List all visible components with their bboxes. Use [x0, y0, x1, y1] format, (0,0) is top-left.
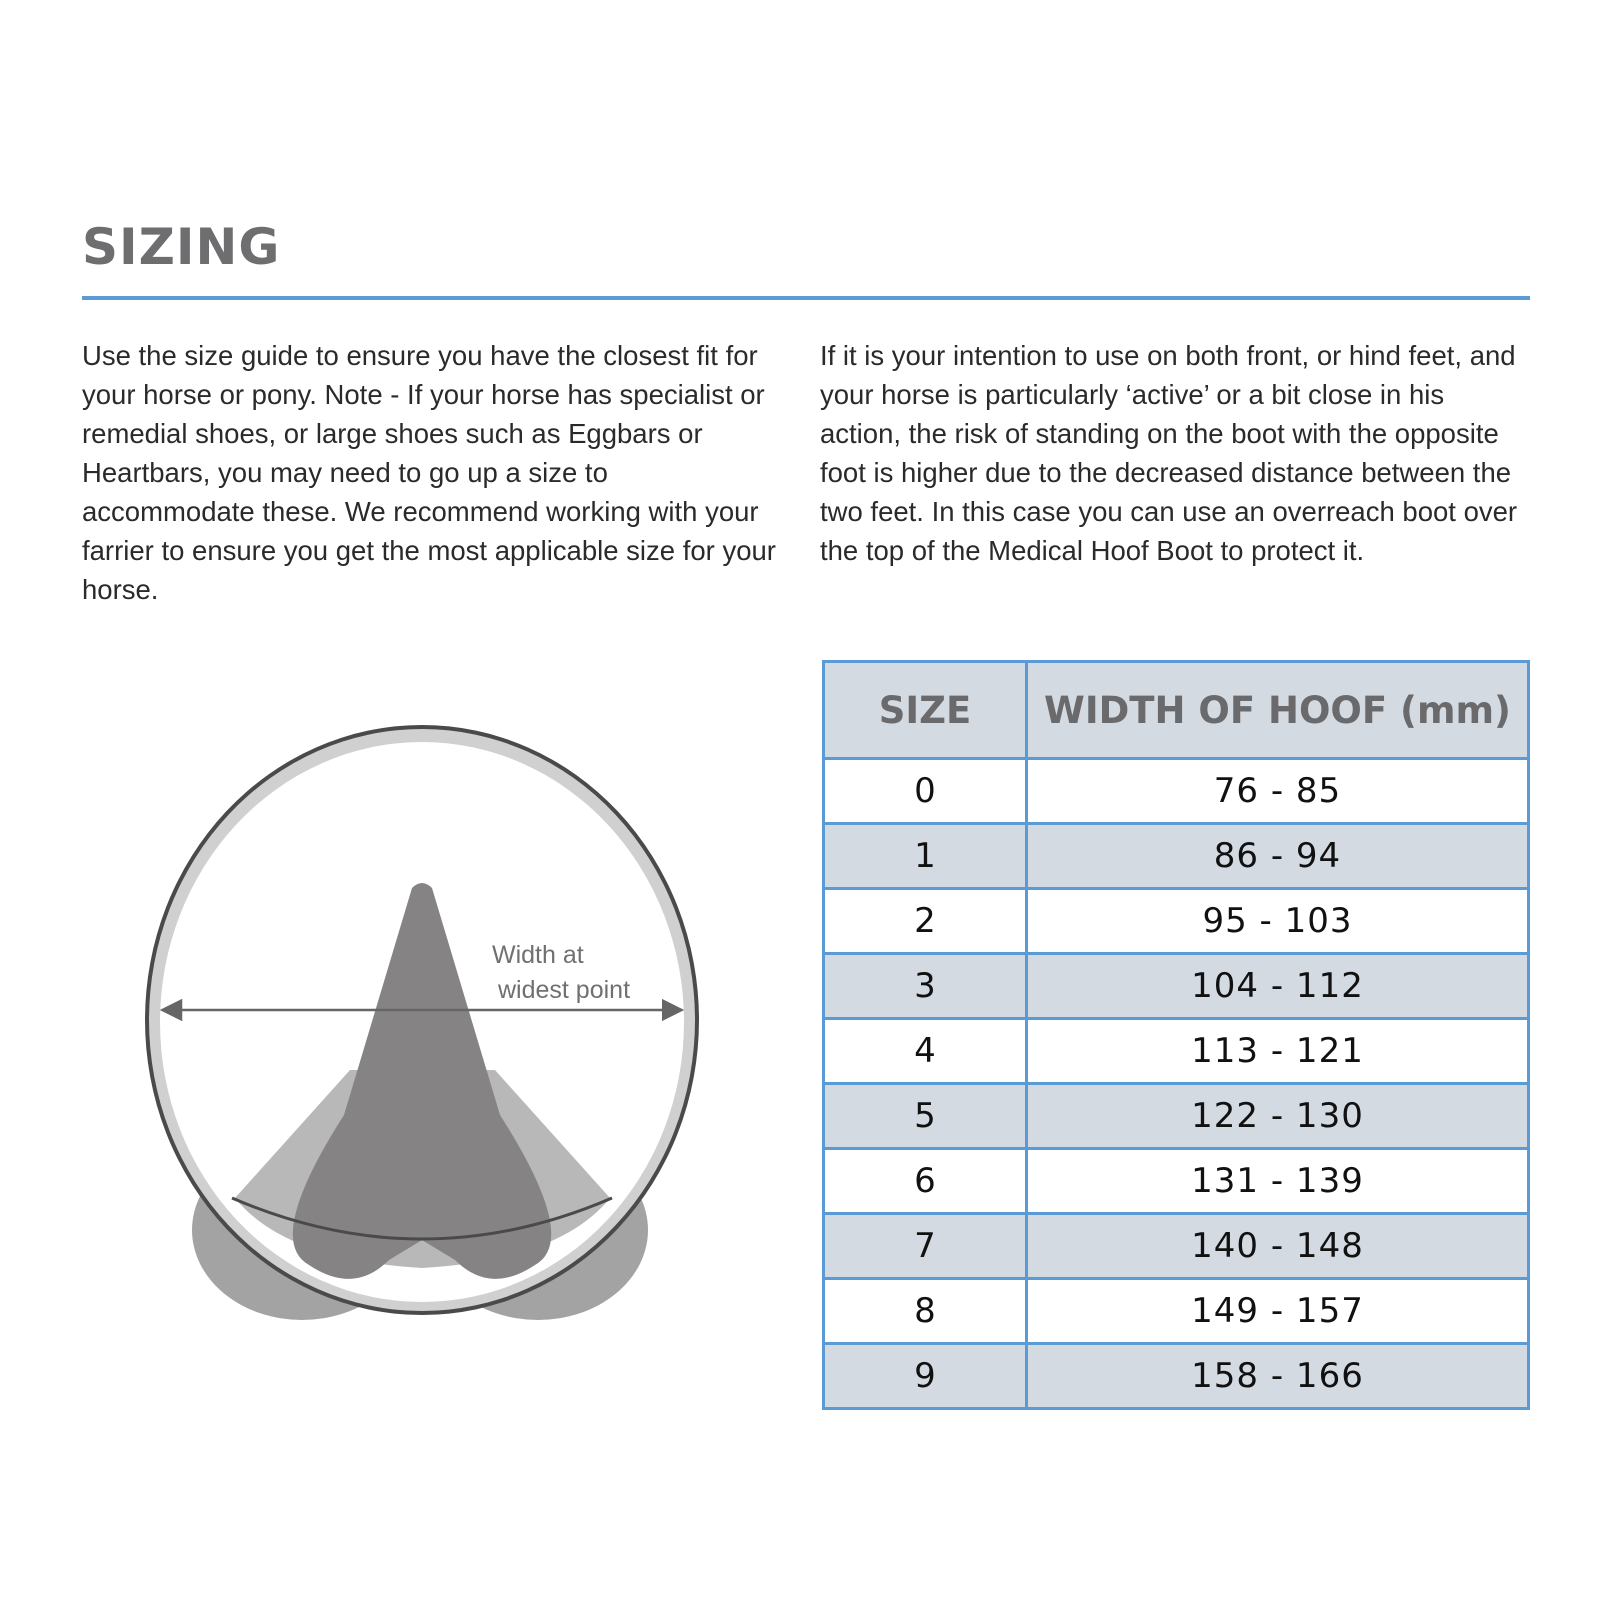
table-row — [824, 954, 1529, 1019]
size-cell: 5 — [824, 1084, 1027, 1149]
width-cell: 95 - 103 — [1027, 889, 1529, 954]
table-row — [824, 824, 1529, 889]
width-cell: 140 - 148 — [1027, 1214, 1529, 1279]
width-column-header: WIDTH OF HOOF (mm) — [1027, 662, 1529, 759]
table-row — [824, 1019, 1529, 1084]
intro-right-paragraph: If it is your intention to use on both front, or hind feet, and your horse is particularly ‘active’ or a bit close in his action, the risk of standing on the boot with the opposite foot is higher due to the decreased distance between the two feet. In this case you can use an overreach boot over the top of the Medical Hoof Boot to protect it. — [820, 340, 1518, 566]
hoof-diagram — [140, 720, 740, 1360]
width-cell: 86 - 94 — [1027, 824, 1529, 889]
size-cell: 1 — [824, 824, 1027, 889]
width-cell: 149 - 157 — [1027, 1279, 1529, 1344]
table-row — [824, 1149, 1529, 1214]
size-cell: 3 — [824, 954, 1027, 1019]
size-table-body — [824, 759, 1529, 1409]
size-cell: 4 — [824, 1019, 1027, 1084]
title-divider — [82, 296, 1530, 300]
size-cell: 2 — [824, 889, 1027, 954]
size-cell: 0 — [824, 759, 1027, 824]
size-cell: 9 — [824, 1344, 1027, 1409]
table-row — [824, 1279, 1529, 1344]
width-cell: 76 - 85 — [1027, 759, 1529, 824]
size-column-header: SIZE — [824, 662, 1027, 759]
table-row — [824, 759, 1529, 824]
intro-left-paragraph: Use the size guide to ensure you have the closest fit for your horse or pony. Note - If your horse has specialist or remedial shoes, or large shoes such as Eggbars or Heartbars, you may need to go up a size to accommodate these. We recommend working with your farrier to ensure you get the most applicable size for your horse. — [82, 340, 776, 605]
width-cell: 104 - 112 — [1027, 954, 1529, 1019]
width-cell: 131 - 139 — [1027, 1149, 1529, 1214]
size-cell: 6 — [824, 1149, 1027, 1214]
size-cell: 7 — [824, 1214, 1027, 1279]
width-cell: 113 - 121 — [1027, 1019, 1529, 1084]
width-cell: 122 - 130 — [1027, 1084, 1529, 1149]
table-row — [824, 1084, 1529, 1149]
width-cell: 158 - 166 — [1027, 1344, 1529, 1409]
table-row — [824, 889, 1529, 954]
table-header-row — [824, 662, 1529, 759]
table-row — [824, 1344, 1529, 1409]
width-label-line1: Width at — [492, 941, 584, 969]
page-title: SIZING — [82, 218, 281, 276]
size-cell: 8 — [824, 1279, 1027, 1344]
width-label-line2: widest point — [498, 976, 631, 1004]
size-table — [822, 660, 1530, 1410]
table-row — [824, 1214, 1529, 1279]
